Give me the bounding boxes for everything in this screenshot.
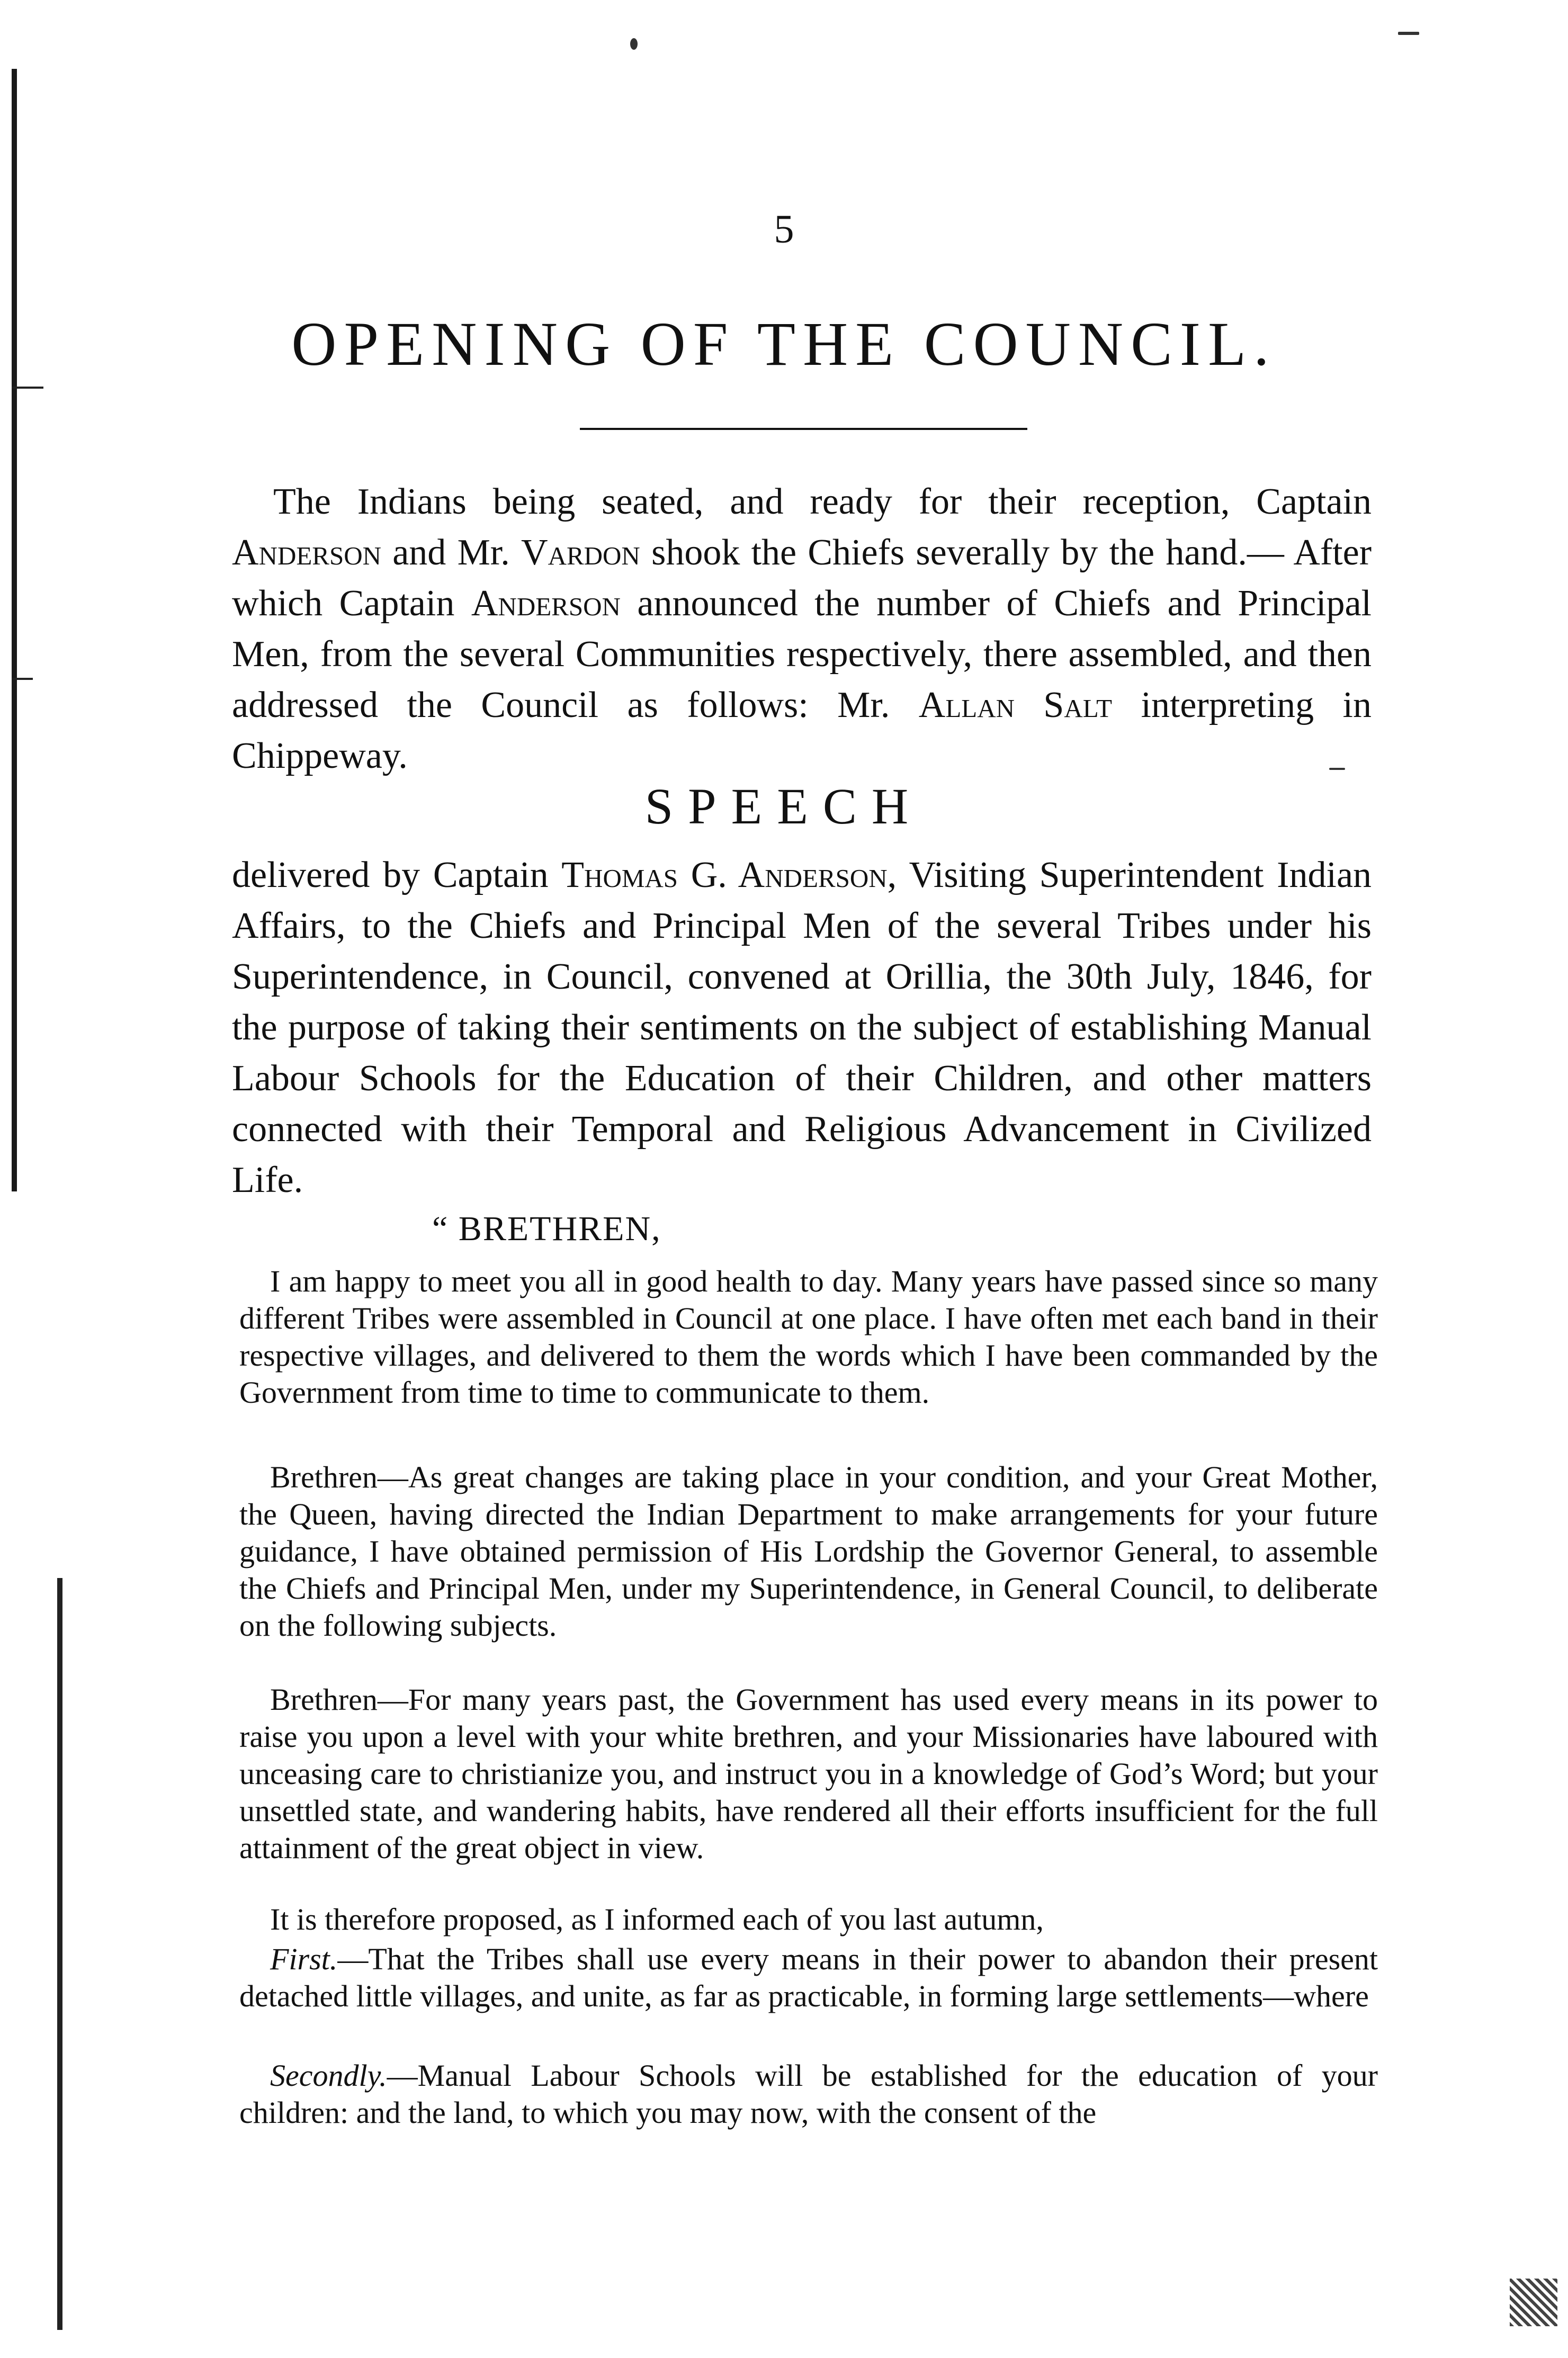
second-text: —Manual Labour Schools will be established for the education of your children: and the land, to which you may now, with the consent of the: [239, 2058, 1378, 2130]
name-vardon: Vardon: [521, 532, 640, 573]
page-title: OPENING OF THE COUNCIL.: [291, 309, 1277, 379]
address-paragraph-1: I am happy to meet you all in good health to day. Many years have passed since so many different Tribes were assembled in Council at one place. I have often met each band in their respective villages, and delivered to them the words which I have been commanded by the Government from time to time to communicate to them.: [239, 1264, 1378, 1410]
intro-paragraph: [232, 477, 1372, 782]
address-paragraph-3: Brethren—For many years past, the Government has used every means in its power to raise you upon a level with your white brethren, and your Missionaries have laboured with unceasing care to christianize you, and instruct you in a knowledge of God’s Word; but your unsettled state, and wandering habits, have rendered all their efforts insufficient for the full attainment of the great object in view.: [239, 1682, 1378, 1865]
first-label: First.: [270, 1942, 338, 1976]
intro-text-1: The Indians being seated, and ready for their reception, Captain: [273, 481, 1372, 522]
name-thomas-anderson: Thomas G. Anderson,: [561, 855, 897, 895]
address-paragraph-4: It is therefore proposed, as I informed each of you last autumn,: [270, 1902, 1044, 1936]
binding-tick: [12, 678, 33, 680]
name-anderson: Anderson: [232, 532, 381, 573]
address-paragraph-2: Brethren—As great changes are taking place in your condition, and your Great Mother, the Queen, having directed the Indian Department to make arrangements for your future guidance, I have obtained permission of His Lordship the Governor General, to assemble the Chiefs and Principal Men, under my Superintendence, in General Council, to deliberate on the following subjects.: [239, 1460, 1378, 1643]
intro-text-2: and Mr.: [381, 532, 522, 573]
intro-text-4: announced the number of Chiefs and Principal Men, from the several Communities respectively, there assembled, and then addressed the Council as follows: Mr.: [232, 583, 1372, 725]
binding-edge-shadow-lower: [57, 1578, 62, 2330]
title-divider: [580, 428, 1027, 430]
speech-text-2: Visiting Superintendent Indian Affairs, to the Chiefs and Principal Men of the several Tribes under his Superintendence, in Council, convened at Orillia, the 30th July, 1846, for the purpose of taking their sentiments on the subject of establishing Manual Labour Schools for the Education of their Children, and other matters connected with their Temporal and Religious Advancement in Civilized Life.: [232, 855, 1372, 1200]
speech-text-1: delivered by Captain: [232, 855, 562, 895]
address-second-point: [239, 2057, 1378, 2131]
speech-description: [232, 850, 1372, 1206]
second-label: Secondly.: [270, 2058, 387, 2093]
name-anderson: Anderson: [471, 583, 621, 624]
intro-text-5: interpreting in Chippeway.: [232, 685, 1372, 776]
speech-heading: SPEECH: [644, 778, 924, 835]
scan-speck: [630, 38, 638, 50]
page-number: 5: [774, 207, 794, 252]
intro-text-3: shook the Chiefs severally by the hand.— After which Captain: [232, 532, 1372, 624]
salutation: “ BRETHREN,: [432, 1209, 661, 1248]
scan-speck: [1398, 32, 1419, 35]
address-first-point: [239, 1941, 1378, 2015]
binding-tick: [12, 387, 43, 389]
first-text: —That the Tribes shall use every means in their power to abandon their present detached little villages, and unite, as far as practicable, in forming large settlements—where: [239, 1942, 1378, 2013]
name-allan-salt: Allan Salt: [918, 685, 1113, 725]
scan-corner-mark: [1510, 2279, 1557, 2326]
